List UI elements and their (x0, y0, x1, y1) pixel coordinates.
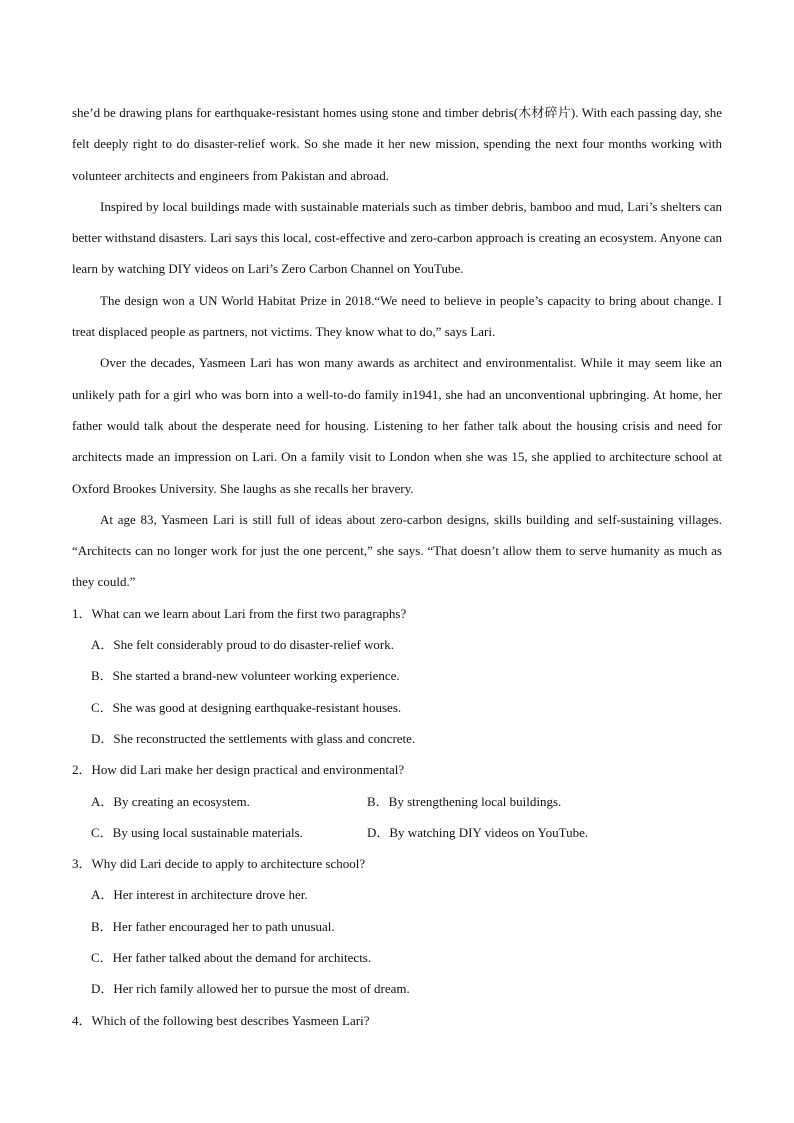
passage-paragraph-5: At age 83, Yasmeen Lari is still full of ideas about zero-carbon designs, skills building and self-sustaining villages. “Architects can no longer work for just the one percent,” she says. “That doesn’t allow them to serve humanity as much as they could.” (72, 511, 722, 590)
question-2-option-b[interactable]: B．By strengthening local buildings. (367, 793, 562, 809)
passage-paragraph-2: Inspired by local buildings made with sustainable materials such as timber debris, bamboo and mud, Lari’s shelters can better withstand disasters. Lari says this local, cost-effective and zero-carbon approach is creating an ecosystem. Anyone can learn by watching DIY videos on Lari’s Zero Carbon Channel on YouTube. (72, 198, 722, 277)
question-3 (72, 848, 722, 1004)
question-1-stem: 1．What can we learn about Lari from the first two paragraphs? (72, 605, 407, 621)
question-3-option-a[interactable]: A．Her interest in architecture drove her. (91, 887, 308, 903)
question-3-option-d[interactable]: D．Her rich family allowed her to pursue the most of dream. (91, 981, 410, 997)
question-2-option-d[interactable]: D．By watching DIY videos on YouTube. (367, 824, 589, 840)
passage-paragraph-3: The design won a UN World Habitat Prize in 2018.“We need to believe in people’s capacity to bring about change. I treat displaced people as partners, not victims. They know what to do,” says Lari. (72, 292, 722, 340)
passage-paragraph-4: Over the decades, Yasmeen Lari has won many awards as architect and environmentalist. While it may seem like an unlikely path for a girl who was born into a well-to-do family in1941, she had an unconventional upbringing. At home, her father would talk about the desperate need for housing. Listening to her father talk about the housing crisis and need for architects made an impression on Lari. On a family visit to London when she was 15, she applied to architecture school at Oxford Brookes University. She laughs as she recalls her bravery. (72, 355, 722, 496)
question-3-option-b[interactable]: B．Her father encouraged her to path unusual. (91, 918, 335, 934)
question-3-stem: 3．Why did Lari decide to apply to architecture school? (72, 856, 366, 872)
question-1-option-b[interactable]: B．She started a brand-new volunteer working experience. (91, 668, 400, 684)
question-3-option-c[interactable]: C．Her father talked about the demand for architects. (91, 950, 372, 966)
question-1-option-d[interactable]: D．She reconstructed the settlements with glass and concrete. (91, 730, 416, 746)
question-2-options-row-2 (91, 817, 722, 848)
question-1-option-a[interactable]: A．She felt considerably proud to do disaster-relief work. (91, 637, 394, 653)
question-2-option-a[interactable]: A．By creating an ecosystem. (91, 793, 250, 809)
question-2-stem: 2．How did Lari make her design practical and environmental? (72, 762, 405, 778)
document-body (72, 97, 722, 1036)
question-2 (72, 754, 722, 848)
question-1 (72, 598, 722, 754)
question-1-option-c[interactable]: C．She was good at designing earthquake-resistant houses. (91, 699, 402, 715)
question-2-options-row-1 (91, 786, 722, 817)
question-4 (72, 1005, 722, 1036)
question-4-stem: 4．Which of the following best describes Yasmeen Lari? (72, 1012, 370, 1028)
passage-paragraph-1: she’d be drawing plans for earthquake-resistant homes using stone and timber debris(木材碎片). With each passing day, she felt deeply right to do disaster-relief work. So she made it her new mission, spending the next four months working with volunteer architects and engineers from Pakistan and abroad. (72, 105, 722, 183)
question-2-option-c[interactable]: C．By using local sustainable materials. (91, 824, 303, 840)
